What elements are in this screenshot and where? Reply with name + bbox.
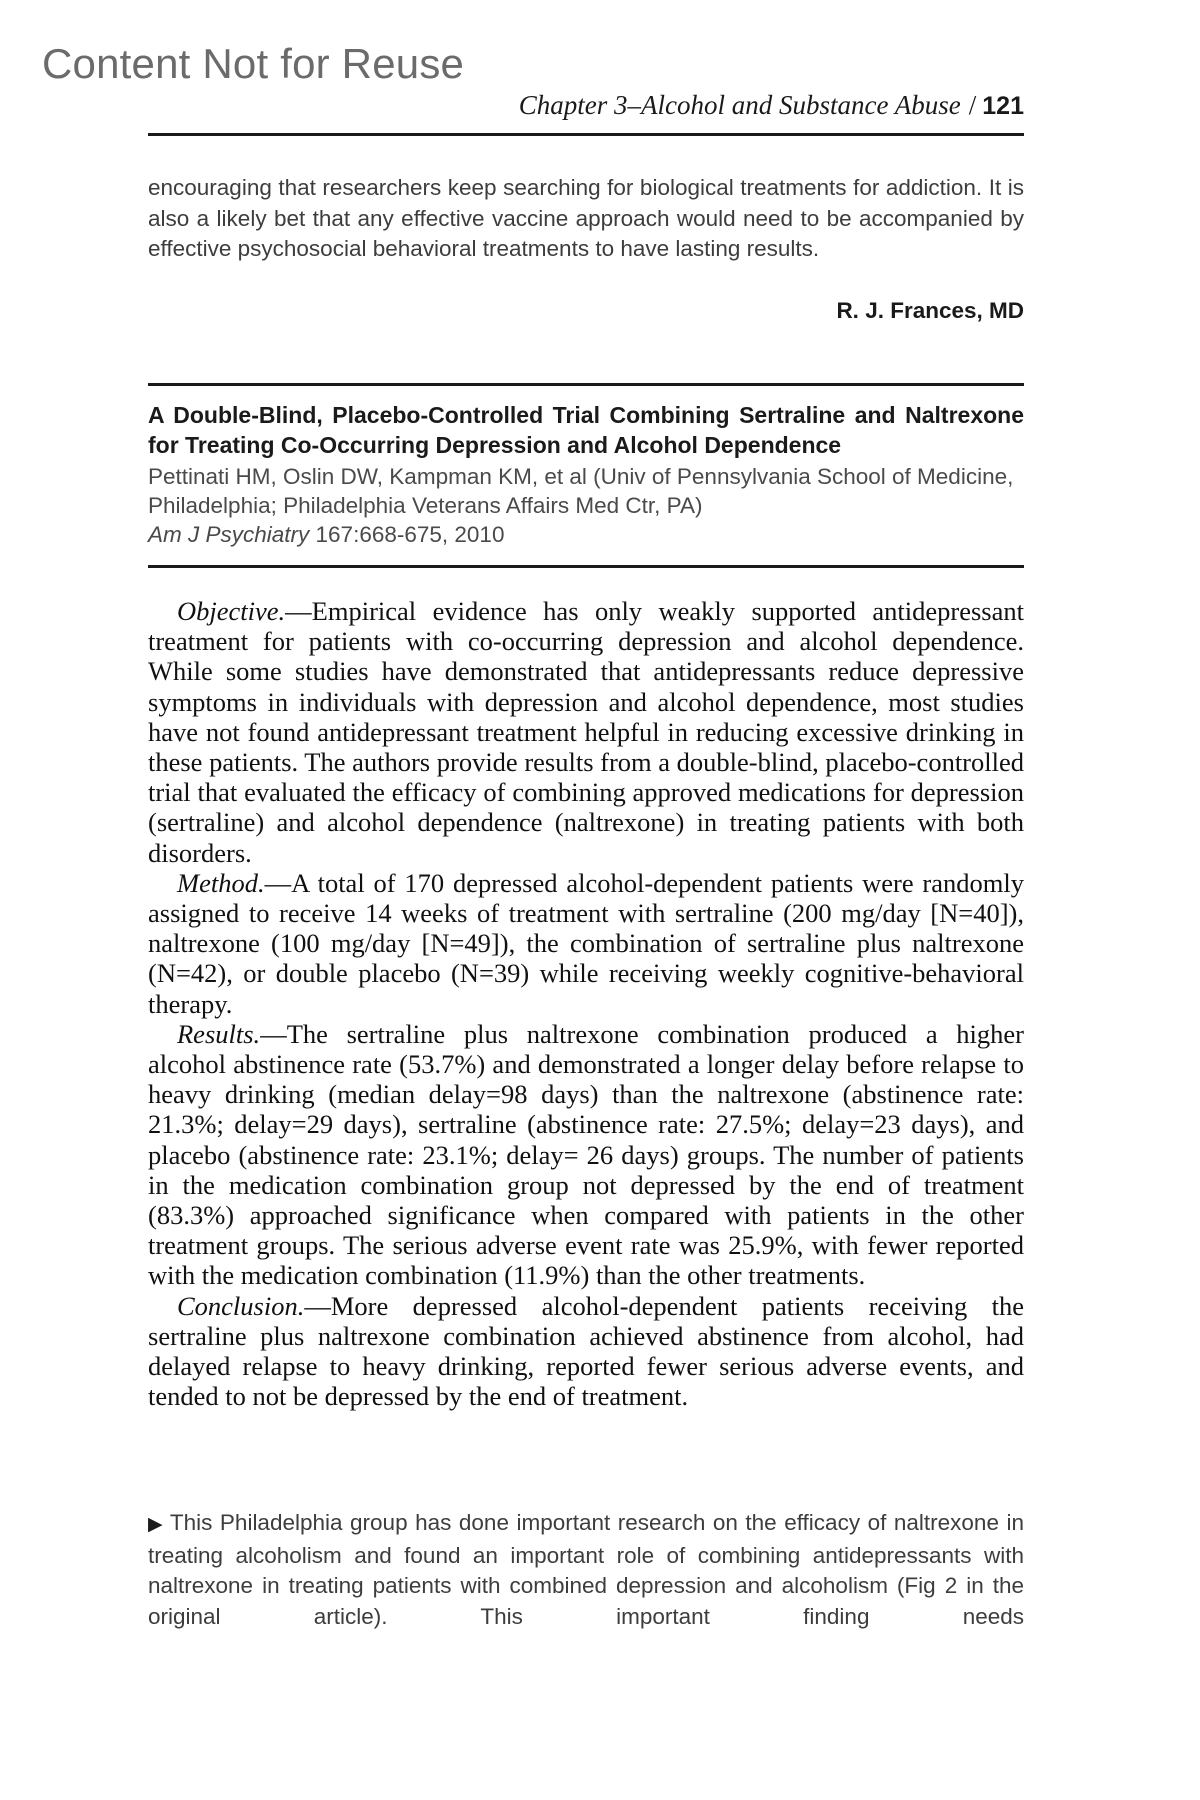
running-head xyxy=(148,90,1024,121)
conclusion-heading: Conclusion. xyxy=(177,1290,305,1321)
abstract-conclusion xyxy=(148,1291,1024,1412)
commentary-text: This Philadelphia group has done important research on the efficacy of naltrexone in treating alcoholism and found an important role of combining antidepressants with naltrexone in treating patients with combined depression and alcoholism (Fig 2 in the original article). This important finding needs xyxy=(148,1510,1024,1629)
page-number: 121 xyxy=(982,92,1024,120)
method-text: —A total of 170 depressed alcohol-dependent patients were randomly assigned to receive 14 weeks of treatment with sertraline (200 mg/day [N=40]), naltrexone (100 mg/day [N=49]), the combination of sertraline plus naltrexone (N=42), or double placebo (N=39) while receiving weekly cognitive-behavioral therapy. xyxy=(148,867,1024,1019)
article-authors: Pettinati HM, Oslin DW, Kampman KM, et al (Univ of Pennsylvania School of Medicine, Philadelphia; Philadelphia Veterans Affairs Med Ctr, PA) xyxy=(148,464,1014,518)
previous-commentary-text: encouraging that researchers keep searching for biological treatments for addiction. It is also a likely bet that any effective vaccine approach would need to be accompanied by effective psychosocial behavioral treatments to have lasting results. xyxy=(148,175,1024,261)
article-citation xyxy=(148,520,1024,549)
citation-details: 167:668-675, 2010 xyxy=(309,522,505,547)
abstract-method xyxy=(148,868,1024,1019)
journal-name: Am J Psychiatry xyxy=(148,522,310,547)
abstract-results xyxy=(148,1019,1024,1291)
commentary xyxy=(148,1508,1024,1632)
results-heading: Results. xyxy=(177,1018,261,1049)
method-heading: Method. xyxy=(177,867,265,898)
running-head-separator: / xyxy=(968,90,977,120)
abstract xyxy=(148,596,1024,1411)
commentary-author: R. J. Frances, MD xyxy=(836,298,1024,323)
conclusion-text: —More depressed alcohol-dependent patients receiving the sertraline plus naltrexone combination achieved abstinence from alcohol, had delayed relapse to heavy drinking, reported fewer serious adverse events, and tended to not be depressed by the end of treatment. xyxy=(148,1290,1024,1412)
results-text: —The sertraline plus naltrexone combination produced a higher alcohol abstinence rate (53.7%) and demonstrated a longer delay before relapse to heavy drinking (median delay=98 days) than the naltrexone (abstinence rate: 21.3%; delay=29 days), sertraline (abstinence rate: 27.5%; delay=23 days), and placebo (abstinence rate: 23.1%; delay= 26 days) groups. The number of patients in the medication combination group not depressed by the end of treatment (83.3%) approached significance when compared with patients in the other treatment groups. The serious adverse event rate was 25.9%, with fewer reported with the medication combination (11.9%) than the other treatments. xyxy=(148,1018,1024,1291)
article-bottom-rule xyxy=(148,565,1024,568)
article-title: A Double-Blind, Placebo-Controlled Trial Combining Sertraline and Naltrexone for Treating Co-Occurring Depression and Alcohol Dependence xyxy=(148,402,1024,458)
objective-text: —Empirical evidence has only weakly supported antidepressant treatment for patients with co-occurring depression and alcohol dependence. While some studies have demonstrated that antidepressants reduce depressive symptoms in individuals with depression and alcohol dependence, most studies have not found antidepressant treatment helpful in reducing excessive drinking in these patients. The authors provide results from a double-blind, placebo-controlled trial that evaluated the efficacy of combining approved medications for depression (sertraline) and alcohol dependence (naltrexone) in treating patients with both disorders. xyxy=(148,596,1024,868)
header-rule xyxy=(148,133,1024,136)
article-top-rule xyxy=(148,383,1024,386)
chapter-title: Chapter 3–Alcohol and Substance Abuse xyxy=(518,90,961,120)
watermark: Content Not for Reuse xyxy=(42,40,465,87)
commentary-arrow-icon: ▶ xyxy=(148,1514,164,1535)
abstract-objective xyxy=(148,596,1024,868)
objective-heading: Objective. xyxy=(177,596,286,626)
